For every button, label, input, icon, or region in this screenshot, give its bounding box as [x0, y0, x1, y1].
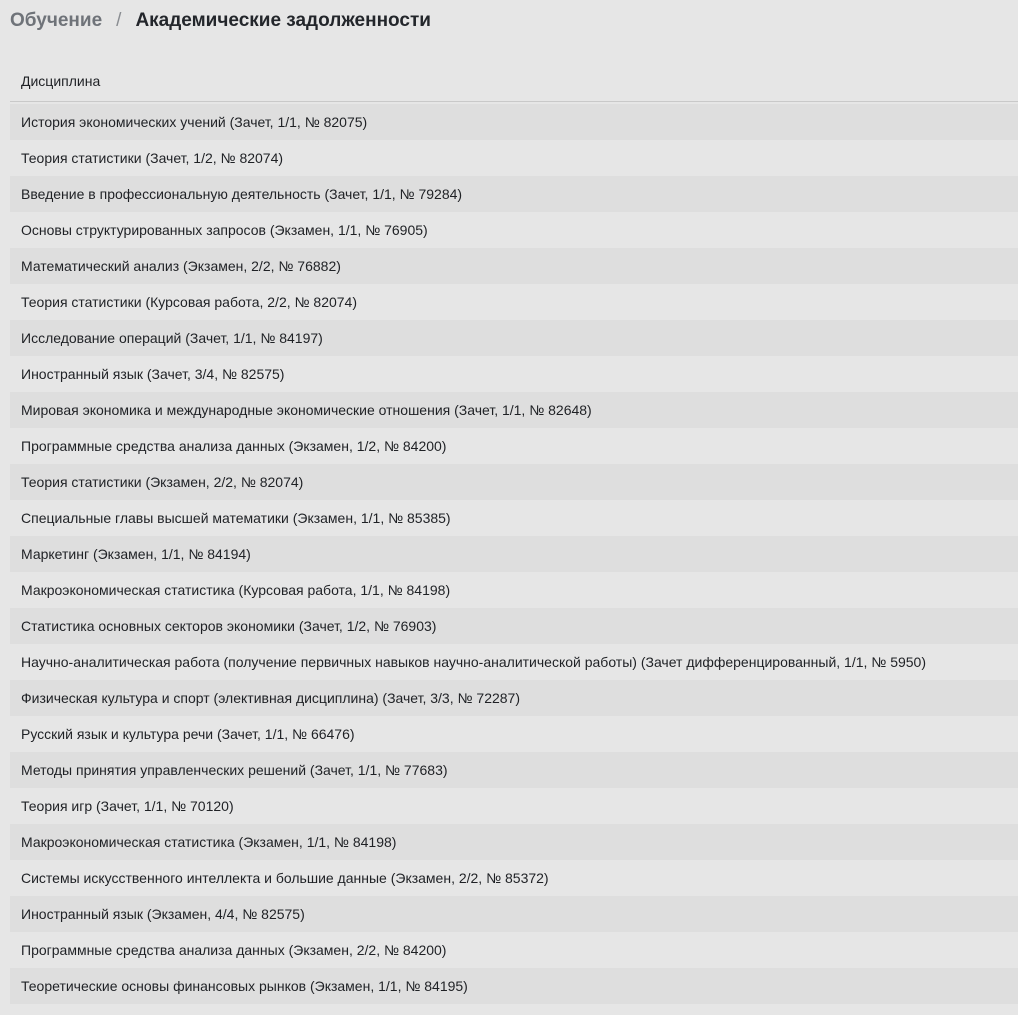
- table-row: [10, 968, 1018, 1004]
- table-row: [10, 572, 1018, 608]
- table-row: [10, 392, 1018, 428]
- discipline-cell: Иностранный язык (Зачет, 3/4, № 82575): [21, 366, 285, 382]
- discipline-cell: Теория статистики (Курсовая работа, 2/2, № 82074): [21, 294, 358, 310]
- breadcrumb-separator: /: [116, 10, 122, 31]
- column-header-discipline: Дисциплина: [21, 72, 101, 89]
- discipline-cell: Маркетинг (Экзамен, 1/1, № 84194): [21, 546, 251, 562]
- table-body: [10, 104, 1018, 1004]
- table-row: [10, 860, 1018, 896]
- table-row: [10, 284, 1018, 320]
- page-title: Академические задолженности: [135, 10, 431, 31]
- debts-table: [10, 60, 1018, 1004]
- table-row: [10, 932, 1018, 968]
- discipline-cell: Программные средства анализа данных (Экзамен, 2/2, № 84200): [21, 942, 447, 958]
- table-row: [10, 536, 1018, 572]
- discipline-cell: Мировая экономика и международные экономические отношения (Зачет, 1/1, № 82648): [21, 402, 592, 418]
- discipline-cell: Теория статистики (Экзамен, 2/2, № 82074): [21, 474, 304, 490]
- discipline-cell: История экономических учений (Зачет, 1/1, № 82075): [21, 114, 368, 130]
- discipline-cell: Иностранный язык (Экзамен, 4/4, № 82575): [21, 906, 305, 922]
- table-row: [10, 752, 1018, 788]
- discipline-cell: Макроэкономическая статистика (Курсовая работа, 1/1, № 84198): [21, 582, 451, 598]
- table-row: [10, 500, 1018, 536]
- table-row: [10, 356, 1018, 392]
- discipline-cell: Специальные главы высшей математики (Экзамен, 1/1, № 85385): [21, 510, 451, 526]
- discipline-cell: Русский язык и культура речи (Зачет, 1/1, № 66476): [21, 726, 355, 742]
- breadcrumb-link-obuchenie[interactable]: Обучение: [10, 10, 103, 31]
- discipline-cell: Математический анализ (Экзамен, 2/2, № 76882): [21, 258, 341, 274]
- discipline-cell: Теоретические основы финансовых рынков (Экзамен, 1/1, № 84195): [21, 978, 468, 994]
- table-row: [10, 824, 1018, 860]
- discipline-cell: Физическая культура и спорт (элективная дисциплина) (Зачет, 3/3, № 72287): [21, 690, 521, 706]
- table-row: [10, 608, 1018, 644]
- discipline-cell: Основы структурированных запросов (Экзамен, 1/1, № 76905): [21, 222, 428, 238]
- table-row: [10, 212, 1018, 248]
- table-row: [10, 896, 1018, 932]
- discipline-cell: Исследование операций (Зачет, 1/1, № 84197): [21, 330, 323, 346]
- table-header: [10, 60, 1018, 102]
- discipline-cell: Программные средства анализа данных (Экзамен, 1/2, № 84200): [21, 438, 447, 454]
- discipline-cell: Системы искусственного интеллекта и большие данные (Экзамен, 2/2, № 85372): [21, 870, 549, 886]
- discipline-cell: Научно-аналитическая работа (получение первичных навыков научно-аналитической работы) (Зачет дифференцированный, 1/1, № 5950): [21, 654, 927, 670]
- table-row: [10, 248, 1018, 284]
- table-row: [10, 176, 1018, 212]
- discipline-cell: Методы принятия управленческих решений (Зачет, 1/1, № 77683): [21, 762, 448, 778]
- table-row: [10, 104, 1018, 140]
- table-row: [10, 788, 1018, 824]
- discipline-cell: Макроэкономическая статистика (Экзамен, 1/1, № 84198): [21, 834, 397, 850]
- table-row: [10, 644, 1018, 680]
- table-row: [10, 680, 1018, 716]
- discipline-cell: Теория статистики (Зачет, 1/2, № 82074): [21, 150, 284, 166]
- discipline-cell: Теория игр (Зачет, 1/1, № 70120): [21, 798, 234, 814]
- table-row: [10, 464, 1018, 500]
- table-row: [10, 428, 1018, 464]
- table-row: [10, 716, 1018, 752]
- discipline-cell: Введение в профессиональную деятельность (Зачет, 1/1, № 79284): [21, 186, 463, 202]
- table-row: [10, 140, 1018, 176]
- discipline-cell: Статистика основных секторов экономики (Зачет, 1/2, № 76903): [21, 618, 437, 634]
- breadcrumb: [10, 9, 431, 33]
- table-row: [10, 320, 1018, 356]
